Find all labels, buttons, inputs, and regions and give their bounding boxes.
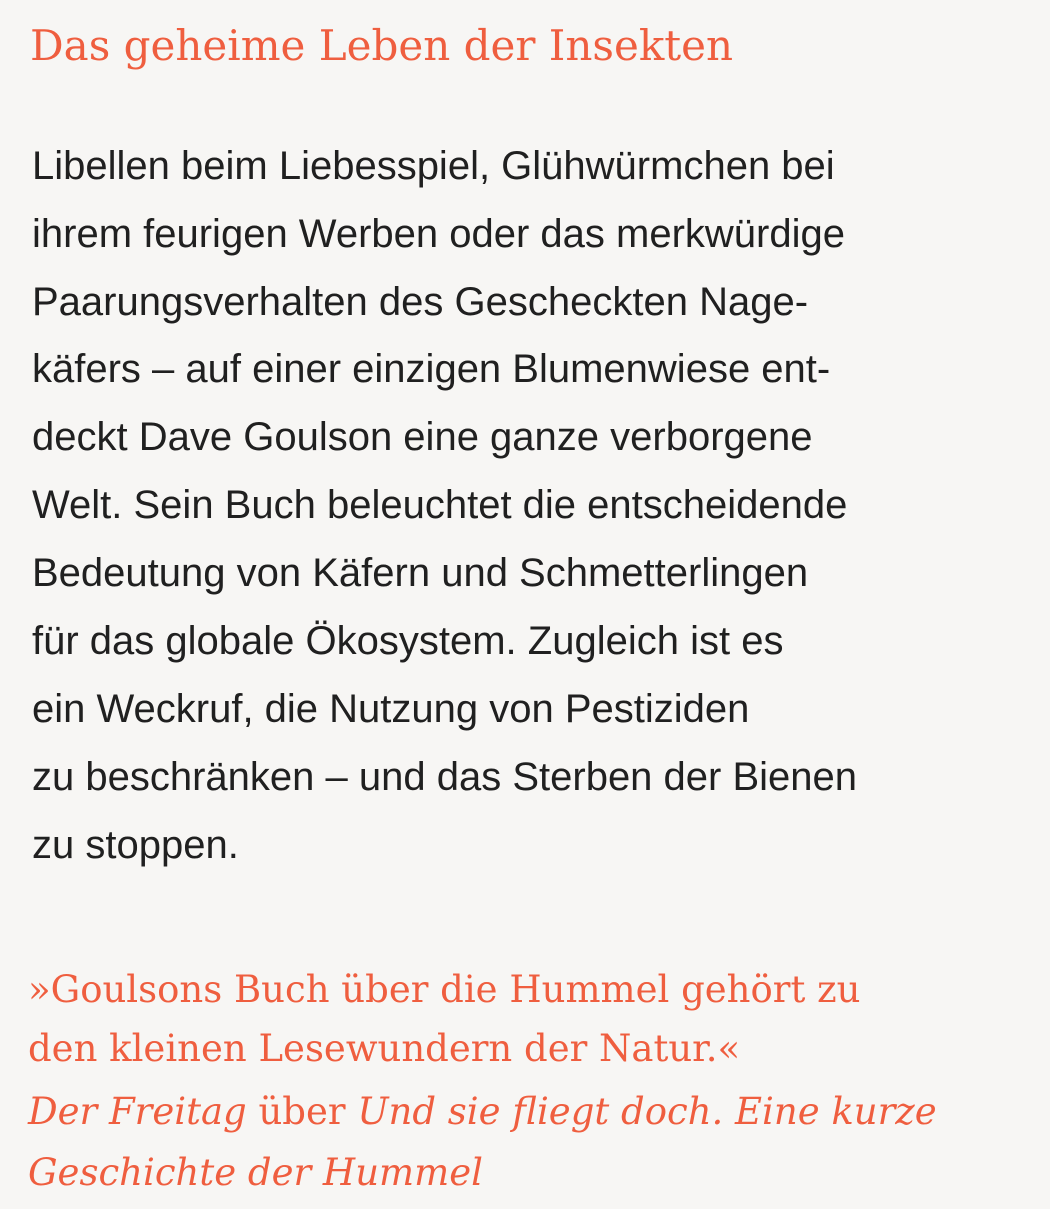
body-line: ein Weckruf, die Nutzung von Pestiziden [32,687,750,731]
body-line: Welt. Sein Buch beleuchtet die entscheidende [32,483,848,527]
source-book-title: Und sie fliegt doch. Eine kurze [357,1090,937,1133]
body-line: Paarungsverhalten des Gescheckten Nage- [32,280,809,324]
quote-line: den kleinen Lesewundern der Natur.« [28,1027,741,1070]
body-line: Libellen beim Liebesspiel, Glühwürmchen bei [32,144,835,188]
body-line: Bedeutung von Käfern und Schmetterlingen [32,551,809,595]
body-line: zu beschränken – und das Sterben der Bienen [32,755,858,799]
quote-attribution-cont [28,1148,483,1198]
body-line: für das globale Ökosystem. Zugleich ist es [32,619,784,663]
quote-attribution [28,1087,937,1137]
source-publication: Der Freitag [28,1090,247,1133]
source-book-title: Geschichte der Hummel [28,1151,483,1194]
body-line: zu stoppen. [32,823,239,867]
page-title: Das geheime Leben der Insekten [30,21,734,70]
body-line: deckt Dave Goulson eine ganze verborgene [32,415,813,459]
body-line: käfers – auf einer einzigen Blumenwiese ent- [32,347,831,391]
body-line: ihrem feurigen Werben oder das merkwürdige [32,212,845,256]
source-connector: über [246,1090,358,1133]
quote-line: »Goulsons Buch über die Hummel gehört zu [28,968,861,1011]
